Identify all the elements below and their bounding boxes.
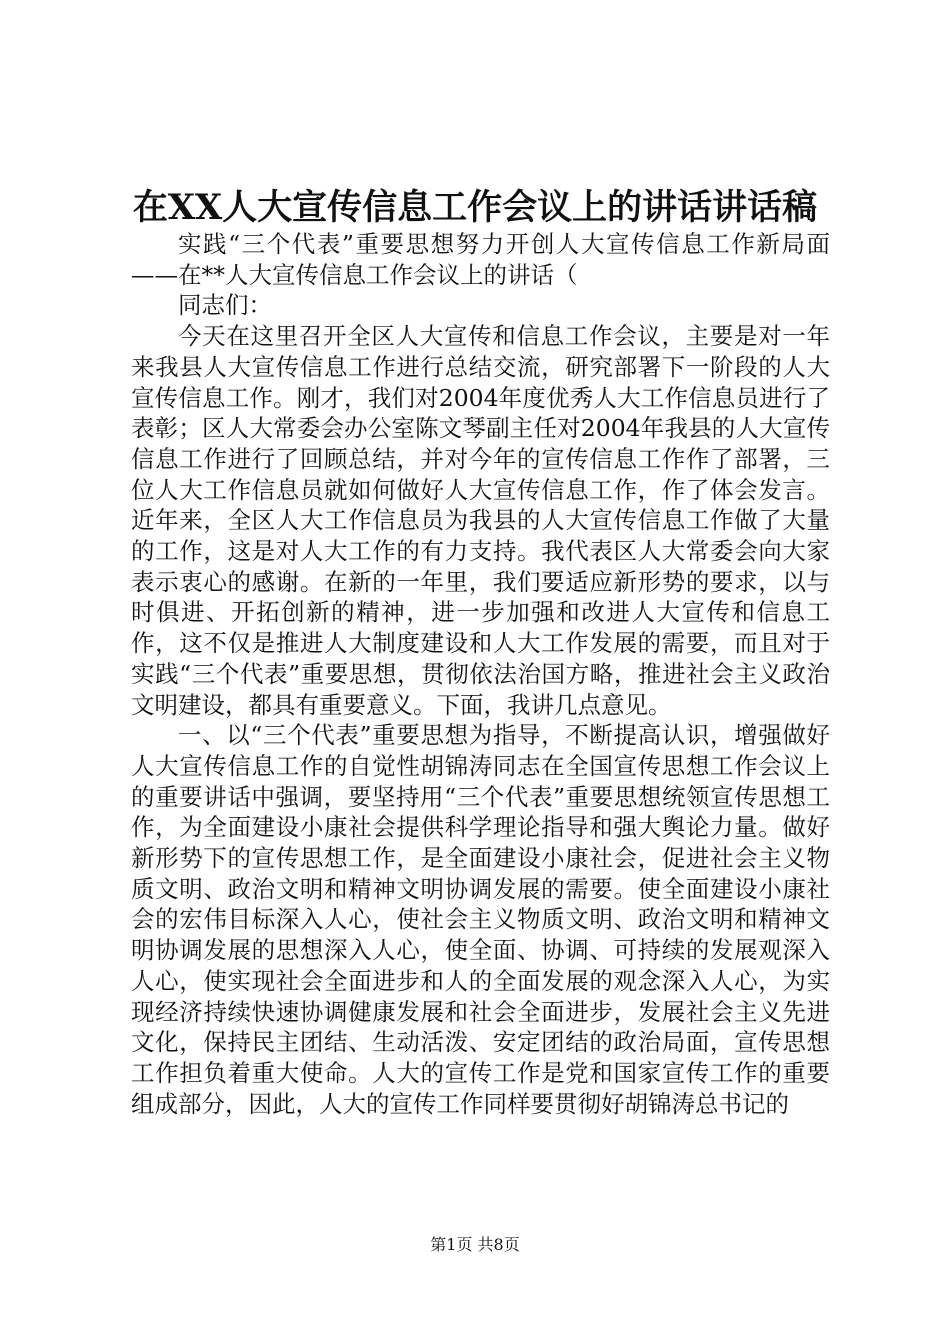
document-body xyxy=(131,229,830,1119)
paragraph-section-one: 一、以“三个代表”重要思想为指导，不断提高认识，增强做好人大宣传信息工作的自觉性胡锦涛同志在全国宣传思想工作会议上的重要讲话中强调，要坚持用“三个代表”重要思想统领宣传思想工作，为全面建设小康社会提供科学理论指导和强大舆论力量。做好新形势下的宣传思想工作，是全面建设小康社会，促进社会主义物质文明、政治文明和精神文明协调发展的需要。使全面建设小康社会的宏伟目标深入人心，使社会主义物质文明、政治文明和精神文明协调发展的思想深入人心，使全面、协调、可持续的发展观深入人心，使实现社会全面进步和人的全面发展的观念深入人心，为实现经济持续快速协调健康发展和社会全面进步，发展社会主义先进文化，保持民主团结、生动活泼、安定团结的政治局面，宣传思想工作担负着重大使命。人大的宣传工作是党和国家宣传工作的重要组成部分，因此，人大的宣传工作同样要贯彻好胡锦涛总书记的 xyxy=(131,721,830,1118)
page-footer: 第1页 共8页 xyxy=(430,1235,520,1254)
paragraph-opening: 今天在这里召开全区人大宣传和信息工作会议，主要是对一年来我县人大宣传信息工作进行总结交流，研究部署下一阶段的人大宣传信息工作。刚才，我们对2004年度优秀人大工作信息员进行了表彰；区人大常委会办公室陈文琴副主任对2004年我县的人大宣传信息工作进行了回顾总结，并对今年的宣传信息工作作了部署，三位人大工作信息员就如何做好人大宣传信息工作，作了体会发言。近年来，全区人大工作信息员为我县的人大宣传信息工作做了大量的工作，这是对人大工作的有力支持。我代表区人大常委会向大家表示衷心的感谢。在新的一年里，我们要适应新形势的要求，以与时俱进、开拓创新的精神，进一步加强和改进人大宣传和信息工作，这不仅是推进人大制度建设和人大工作发展的需要，而且对于实践“三个代表”重要思想，贯彻依法治国方略，推进社会主义政治文明建设，都具有重要意义。下面，我讲几点意见。 xyxy=(131,322,830,719)
paragraph-subtitle: 实践“三个代表”重要思想努力开创人大宣传信息工作新局面——在**人大宣传信息工作会议上的讲话（ xyxy=(131,230,830,289)
document-title: 在XX人大宣传信息工作会议上的讲话讲话稿 xyxy=(132,187,818,228)
paragraph-salutation: 同志们： xyxy=(178,291,272,320)
